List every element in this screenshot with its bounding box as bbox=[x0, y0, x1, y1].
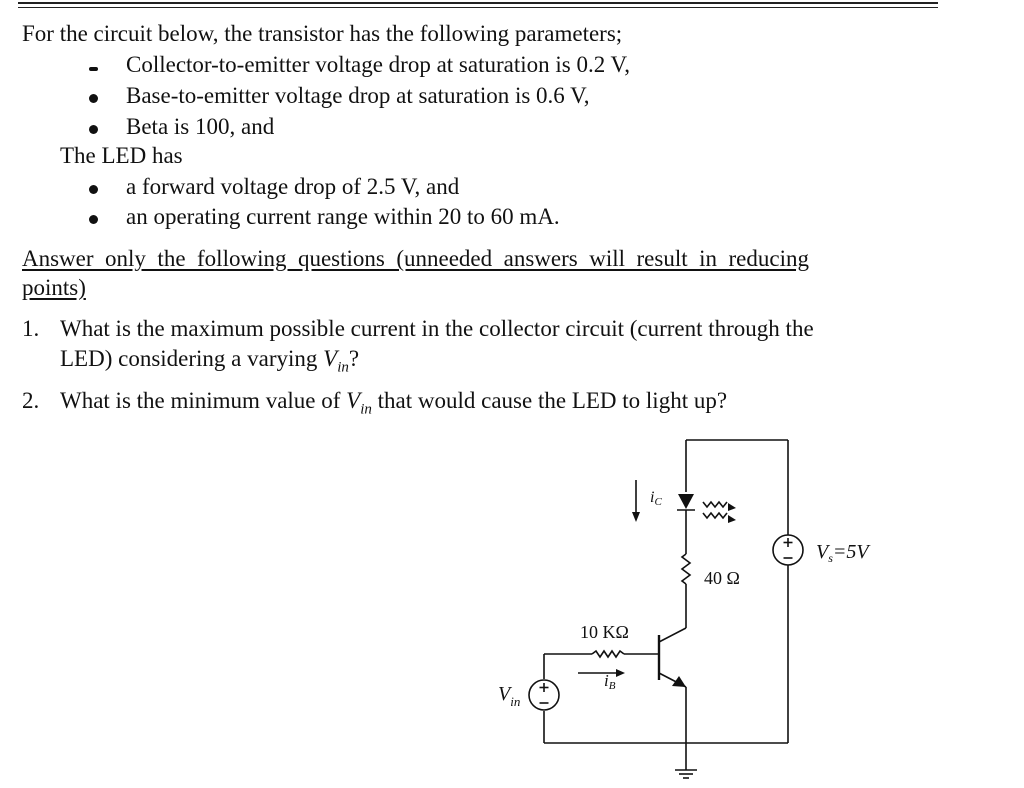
intro-text: For the circuit below, the transistor has the following parameters; bbox=[22, 21, 623, 46]
circuit-diagram bbox=[470, 430, 920, 780]
instruction-line-2: points) bbox=[22, 275, 86, 300]
led-ray-arrowhead-2 bbox=[728, 503, 736, 511]
transistor-param-2: Base-to-emitter voltage drop at saturation is 0.6 V, bbox=[126, 83, 590, 108]
question-2-text bbox=[60, 387, 727, 424]
question-2-text-post: that would cause the LED to light up? bbox=[371, 388, 728, 413]
transistor-collector-lead bbox=[659, 628, 686, 642]
base-resistor bbox=[592, 651, 624, 657]
vs-label: $V_s=5V$ bbox=[816, 541, 869, 565]
question-1-text-pre: LED) considering a varying bbox=[60, 346, 324, 371]
question-1-line-1: What is the maximum possible current in the collector circuit (current through the bbox=[60, 316, 814, 341]
led-heading: The LED has bbox=[60, 143, 183, 168]
bullet-marker bbox=[89, 125, 98, 134]
vin-variable: V bbox=[346, 388, 361, 413]
led-triangle bbox=[678, 494, 694, 509]
base-resistor-label: 10 KΩ bbox=[580, 622, 629, 642]
ib-arrowhead bbox=[616, 669, 625, 677]
question-2-text-pre: What is the minimum value of bbox=[60, 388, 347, 413]
bullet-marker bbox=[89, 215, 98, 224]
ic-label: iC bbox=[650, 489, 662, 508]
bullet-marker bbox=[89, 94, 98, 103]
transistor-param-3: Beta is 100, and bbox=[126, 114, 275, 139]
ic-arrowhead bbox=[632, 512, 640, 522]
led-param-2: an operating current range within 20 to 60 mA. bbox=[126, 204, 560, 229]
instruction-line-1: Answer only the following questions (unneeded answers will result in reducing bbox=[22, 246, 809, 271]
bullet-marker bbox=[89, 185, 98, 194]
led-ray-arrowhead-1 bbox=[728, 515, 736, 523]
question-2-number: 2. bbox=[22, 388, 40, 413]
top-rule bbox=[18, 2, 938, 4]
ib-label: iB bbox=[604, 671, 616, 692]
transistor-param-1: Collector-to-emitter voltage drop at saturation is 0.2 V, bbox=[126, 52, 630, 77]
collector-resistor bbox=[682, 554, 690, 584]
vin-subscript: in bbox=[337, 359, 349, 376]
question-1-line-2 bbox=[60, 345, 359, 382]
question-1-number: 1. bbox=[22, 316, 40, 341]
led-light-ray-1 bbox=[703, 502, 727, 507]
collector-resistor-label: 40 Ω bbox=[704, 568, 740, 588]
bullet-marker bbox=[89, 67, 98, 71]
question-1-text-post: ? bbox=[348, 346, 360, 371]
vin-label: $V_{in}$ bbox=[498, 683, 521, 709]
vin-variable: V bbox=[323, 346, 338, 371]
vin-subscript: in bbox=[360, 401, 372, 418]
led-light-ray-2 bbox=[703, 513, 727, 518]
top-rule-thin bbox=[18, 7, 938, 8]
led-param-1: a forward voltage drop of 2.5 V, and bbox=[126, 174, 460, 199]
